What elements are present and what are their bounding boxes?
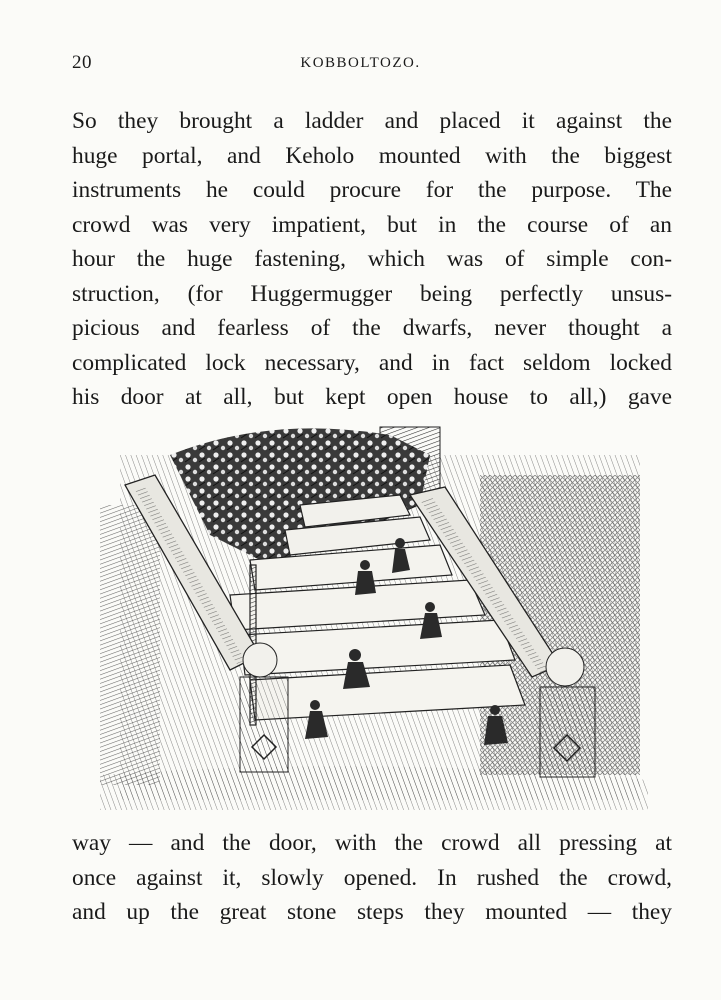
text-line: his door at all, but kept open house to all,) gave <box>72 384 672 410</box>
paragraph-top <box>72 104 672 415</box>
engraving-image <box>100 415 648 810</box>
text-line: complicated lock necessary, and in fact seldom locked <box>72 349 672 376</box>
text-line: crowd was very impatient, but in the course of an <box>72 211 672 238</box>
right-newel-ball <box>546 648 584 686</box>
text-line: once against it, slowly opened. In rushed the crowd, <box>72 864 672 891</box>
right-newel-post <box>540 687 595 777</box>
text-line: and up the great stone steps they mounted — they <box>72 899 672 925</box>
text-line: hour the huge fastening, which was of simple con- <box>72 246 672 272</box>
text-line: way — and the door, with the crowd all pressing at <box>72 830 672 856</box>
running-head: KOBBOLTOZO. <box>300 55 421 71</box>
text-line: struction, (for Huggermugger being perfectly unsus- <box>72 280 672 307</box>
paragraph-bottom <box>72 826 672 930</box>
text-line: picious and fearless of the dwarfs, never thought a <box>72 315 672 341</box>
stairway-illustration <box>100 415 648 810</box>
text-line: huge portal, and Keholo mounted with the biggest <box>72 142 672 169</box>
left-newel-post <box>240 677 288 772</box>
text-line: instruments he could procure for the purpose. The <box>72 177 672 203</box>
page-number: 20 <box>72 52 92 73</box>
left-newel-ball <box>243 643 277 677</box>
shadow-wall-left <box>100 505 160 785</box>
text-line: So they brought a ladder and placed it against the <box>72 108 672 134</box>
